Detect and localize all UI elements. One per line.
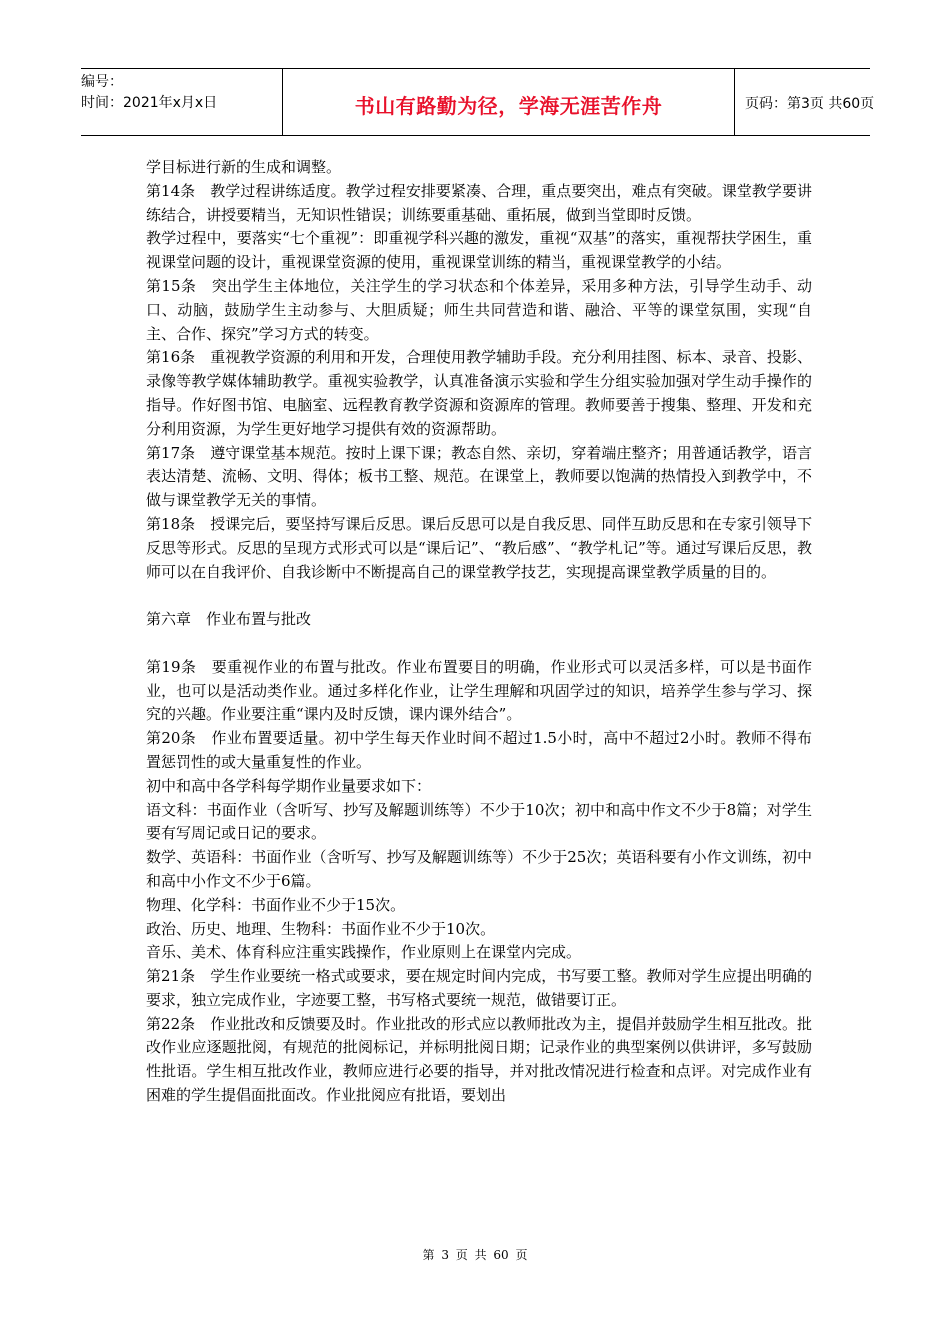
motto-text: 书山有路勤为径，学海无涯苦作舟 <box>354 94 663 118</box>
article-17: 第17条 遵守课堂基本规范。按时上课下课；教态自然、亲切，穿着端庄整齐；用普通话教学，语言表达清楚、流畅、文明、得体；板书工整、规范。在课堂上，教师要以饱满的热情投入到教学中，不做与课堂教学无关的事情。 <box>146 443 812 510</box>
paragraph: 初中和高中各学科每学期作业量要求如下： <box>146 776 432 795</box>
paragraph: 音乐、美术、体育科应注重实践操作，作业原则上在课堂内完成。 <box>146 943 582 962</box>
number-label: 编号： <box>81 74 123 90</box>
spacer <box>146 632 812 656</box>
article-19: 第19条 要重视作业的布置与批改。作业布置要目的明确，作业形式可以灵活多样，可以是书面作业，也可以是活动类作业。通过多样化作业，让学生理解和巩固学过的知识，培养学生参与学习、探究的兴趣。作业要注重“课内及时反馈，课内课外结合”。 <box>146 657 812 724</box>
paragraph: 语文科：书面作业（含听写、抄写及解题训练等）不少于10次；初中和高中作文不少于8篇；对学生要有写周记或日记的要求。 <box>146 800 812 843</box>
paragraph: 物理、化学科：书面作业不少于15次。 <box>146 895 406 914</box>
paragraph: 数学、英语科：书面作业（含听写、抄写及解题训练等）不少于25次；英语科要有小作文训练，初中和高中小作文不少于6篇。 <box>146 848 812 890</box>
header-meta-cell <box>81 69 283 135</box>
page-info: 页码：第3页 共60页 <box>745 96 875 112</box>
time-label: 时间：2021年x月x日 <box>81 95 218 111</box>
article-22: 第22条 作业批改和反馈要及时。作业批改的形式应以教师批改为主，提倡并鼓励学生相互批改。批改作业应逐题批阅，有规范的批阅标记，并标明批阅日期；记录作业的典型案例以供讲评，多写鼓励性批语。学生相互批改作业，教师应进行必要的指导，并对批改情况进行检查和点评。对完成作业有困难的学生提倡面批面改。作业批阅应有批语，要划出 <box>146 1014 812 1105</box>
document-header <box>81 68 875 136</box>
paragraph: 学目标进行新的生成和调整。 <box>146 158 342 176</box>
page-footer: 第 3 页 共 60 页 <box>422 1248 528 1262</box>
article-15: 第15条 突出学生主体地位，关注学生的学习状态和个体差异，采用多种方法，引导学生动手、动口、动脑，鼓励学生主动参与、大胆质疑；师生共同营造和谐、融洽、平等的课堂氛围，实现“自主、合作、探究”学习方式的转变。 <box>146 276 812 343</box>
article-16: 第16条 重视教学资源的利用和开发，合理使用教学辅助手段。充分利用挂图、标本、录音、投影、录像等教学媒体辅助教学。重视实验教学，认真准备演示实验和学生分组实验加强对学生动手操作的指导。作好图书馆、电脑室、远程教育教学资源和资源库的管理。教师要善于搜集、整理、开发和充分利用资源，为学生更好地学习提供有效的资源帮助。 <box>146 348 812 438</box>
article-20: 第20条 作业布置要适量。初中学生每天作业时间不超过1.5小时，高中不超过2小时。教师不得布置惩罚性的或大量重复性的作业。 <box>146 729 812 771</box>
paragraph: 政治、历史、地理、生物科：书面作业不少于10次。 <box>146 919 496 938</box>
document-body <box>146 156 812 1108</box>
article-21: 第21条 学生作业要统一格式或要求，要在规定时间内完成，书写要工整。教师对学生应提出明确的要求，独立完成作业，字迹要工整，书写格式要统一规范，做错要订正。 <box>146 967 812 1009</box>
spacer <box>146 584 812 608</box>
chapter-title: 第六章 作业布置与批改 <box>146 610 312 629</box>
article-14: 第14条 教学过程讲练适度。教学过程安排要紧凑、合理，重点要突出，难点有突破。课堂教学要讲练结合，讲授要精当，无知识性错误；训练要重基础、重拓展，做到当堂即时反馈。 <box>146 181 812 224</box>
article-18: 第18条 授课完后，要坚持写课后反思。课后反思可以是自我反思、同伴互助反思和在专家引领导下反思等形式。反思的呈现方式形式可以是“课后记”、“教后感”、“教学札记”等。通过写课后反思，教师可以在自我评价、自我诊断中不断提高自己的课堂教学技艺，实现提高课堂教学质量的目的。 <box>146 514 812 581</box>
header-motto-cell <box>283 69 735 135</box>
header-page-cell <box>735 69 875 135</box>
paragraph: 教学过程中，要落实“七个重视”：即重视学科兴趣的激发，重视“双基”的落实，重视帮扶学困生，重视课堂问题的设计，重视课堂资源的使用，重视课堂训练的精当，重视课堂教学的小结。 <box>146 229 812 272</box>
